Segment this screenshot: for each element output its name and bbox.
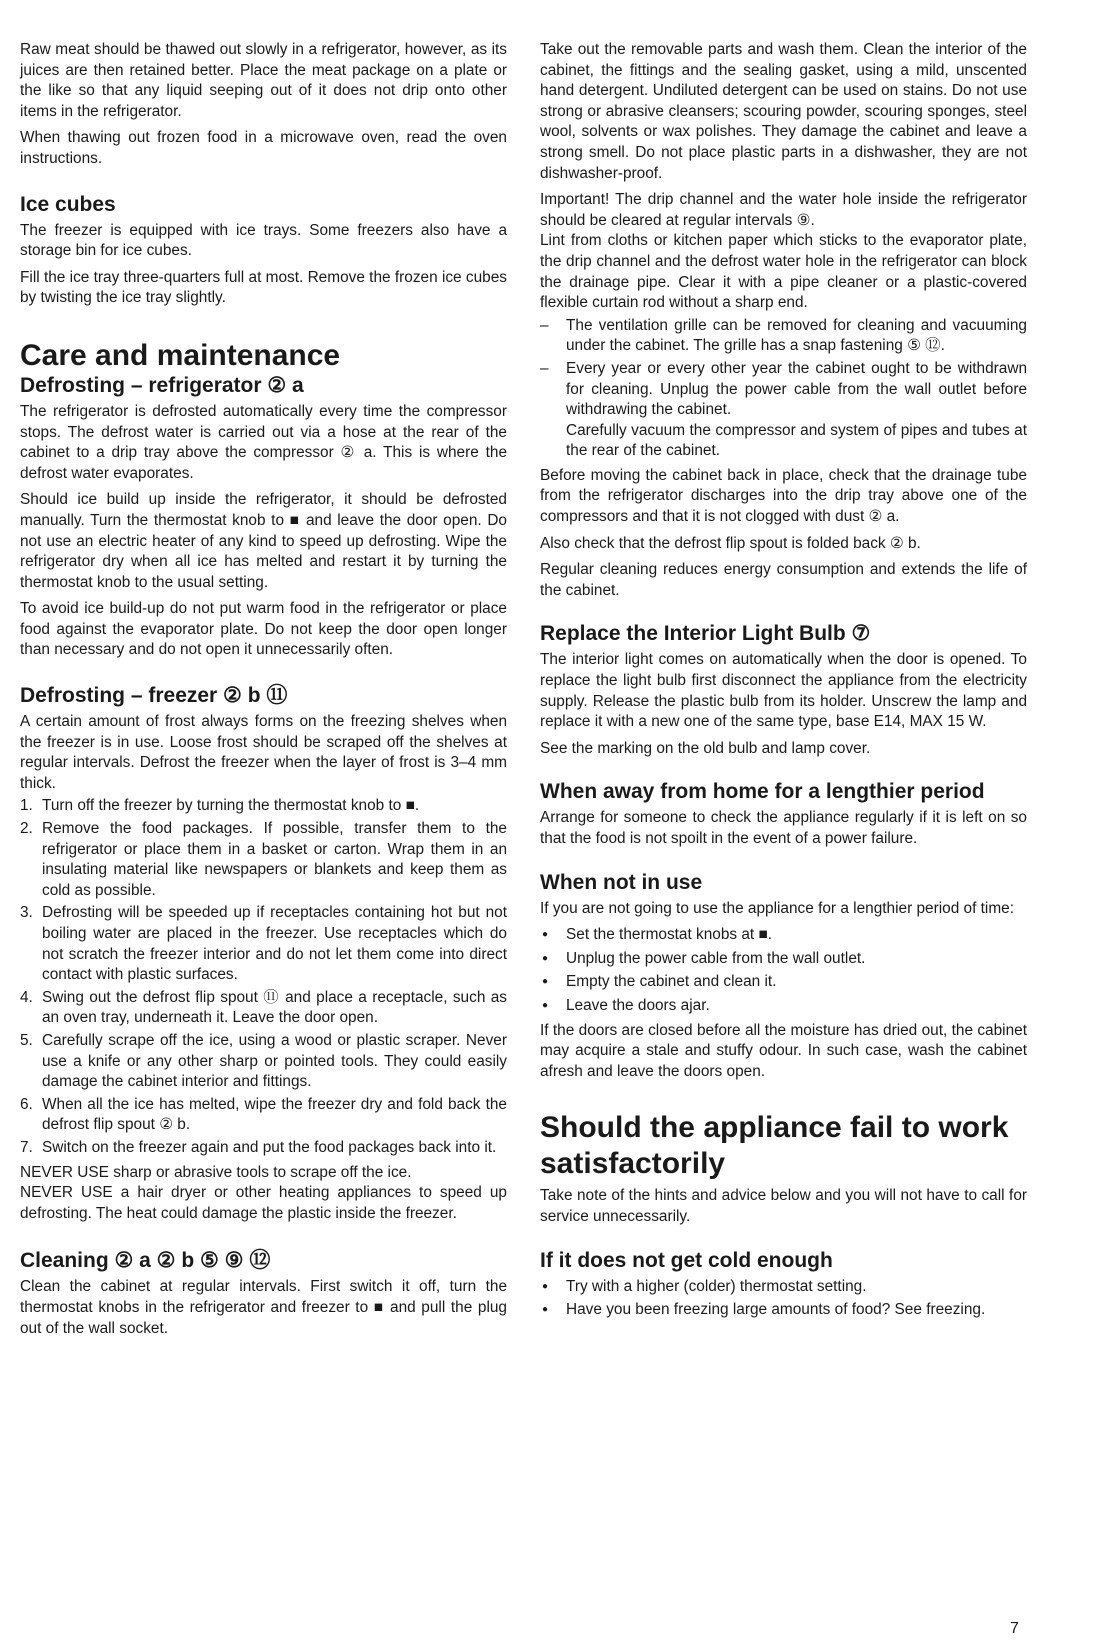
care-maintenance-heading: Care and maintenance [20, 338, 341, 372]
defrosting-freezer-heading: Defrosting – freezer ② b ⑪ [20, 684, 288, 708]
regular-cleaning-paragraph: Regular cleaning reduces energy consumption and extends the life of the cabinet. [540, 561, 1027, 599]
never-use-line-2: NEVER USE a hair dryer or other heating appliances to speed up defrosting. The heat could damage the plastic inside the freezer. [20, 1184, 507, 1222]
cleaning-heading: Cleaning ② a ② b ⑤ ⑨ ⑫ [20, 1249, 271, 1273]
away-paragraph: Arrange for someone to check the appliance regularly if it is left on so that the food is not spoilt in the event of a power failure. [540, 809, 1027, 847]
list-item: 3. Defrosting will be speeded up if receptacles containing hot but not boiling water are placed in the freezer. Use receptacles which do not scratch the freezer interior and do not let them come into direct contact with plastic surfaces. [20, 904, 507, 984]
defrosting-refrigerator-heading: Defrosting – refrigerator ② a [20, 373, 304, 397]
list-item: ● Set the thermostat knobs at ■. [540, 925, 1027, 946]
list-item: 1. Turn off the freezer by turning the thermostat knob to ■. [20, 797, 420, 815]
important-paragraph: Important! The drip channel and the water hole inside the refrigerator should be cleared at regular intervals ⑨. [540, 191, 1027, 229]
list-item: 7. Switch on the freezer again and put the food packages back into it. [20, 1138, 497, 1156]
drainage-paragraph: Before moving the cabinet back in place, check that the drainage tube from the refrigerator discharges into the drip tray above one of the compressors and that it is not clogged with dust ② a. [540, 466, 1027, 526]
defrost-steps-list [20, 796, 507, 1158]
page-number: 7 [1010, 1620, 1019, 1637]
list-item: ● Unplug the power cable from the wall outlet. [540, 949, 1027, 970]
cleaning-paragraph-1: Clean the cabinet at regular intervals. First switch it off, turn the thermostat knobs in the refrigerator and freezer to ■ and pull the plug out of the wall socket. [20, 1278, 507, 1337]
ice-paragraph-2: Fill the ice tray three-quarters full at most. Remove the frozen ice cubes by twisting the ice tray slightly. [20, 268, 507, 307]
list-item: 2. Remove the food packages. If possible, transfer them to the refrigerator or place them in a basket or carton. Wrap them in an insulating material like newspapers or blankets and keep them as cold as possible. [20, 820, 507, 899]
list-item: 6. When all the ice has melted, wipe the freezer dry and fold back the defrost flip spout ② b. [20, 1095, 507, 1134]
cleaning-paragraph-2: Take out the removable parts and wash them. Clean the interior of the cabinet, the fittings and the sealing gasket, using a mild, unscented hand detergent. Undiluted detergent can be used on stains. Do not use strong or abrasive cleansers; scouring powder, scouring sponges, steel wool, solvents or wax polishes. They damage the cabinet and leave a strong smell. Do not place plastic parts in a dishwasher, they are not dishwasher-proof. [540, 41, 1027, 182]
list-item: 4. Swing out the defrost flip spout ⑪ and place a receptacle, such as an oven tray, underneath it. Leave the door open. [20, 988, 507, 1027]
not-in-use-paragraph-2: If the doors are closed before all the moisture has dried out, the cabinet may acquire a stale and stuffy odour. In such case, wash the cabinet afresh and leave the doors open. [540, 1021, 1027, 1080]
defrost-ref-paragraph-1: The refrigerator is defrosted automatically every time the compressor stops. The defrost water is carried out via a hose at the rear of the cabinet to a drip tray above the compressor ② a. This is where the defrost water evaporates. [20, 402, 507, 482]
not-in-use-paragraph-1: If you are not going to use the appliance for a lengthier period of time: [540, 899, 1014, 917]
fail-heading: Should the appliance fail to work satisfactorily [540, 1111, 1009, 1181]
defrost-ref-paragraph-2: Should ice build up inside the refrigerator, it should be defrosted manually. Turn the thermostat knob to ■ and leave the door open. Do not use an electric heater of any kind to speed up defrosting. Wipe the refrigerator dry when all ice has melted and restart it by turning the thermostat knob to the usual setting. [20, 491, 507, 591]
right-column [540, 40, 1027, 1325]
flip-spout-paragraph: Also check that the defrost flip spout is folded back ② b. [540, 534, 921, 552]
never-use-line-1: NEVER USE sharp or abrasive tools to scrape off the ice. [20, 1163, 412, 1181]
lint-paragraph: Lint from cloths or kitchen paper which sticks to the evaporator plate, the drip channel and the defrost water hole in the refrigerator can block the drainage pipe. Clear it with a pipe cleaner or a plastic-covered flexible curtain rod without a sharp end. [540, 232, 1027, 312]
raw-meat-paragraph: Raw meat should be thawed out slowly in a refrigerator, however, as its juices are then retained better. Place the meat package on a plate or the like so that any liquid seeping out of it does not drip onto other items in the refrigerator. [20, 41, 507, 120]
list-item: – Every year or every other year the cabinet ought to be withdrawn for cleaning. Unplug the power cable from the wall outlet before withdrawing the cabinet. Carefully vacuum the compressor and system of pipes and tubes at the rear of the cabinet. [540, 359, 1027, 462]
not-in-use-list [540, 925, 1027, 1016]
light-bulb-paragraph-1: The interior light comes on automatically when the door is opened. To replace the light bulb first disconnect the appliance from the electricity supply. Release the plastic bulb from its holder. Unscrew the lamp and replace it with a new one of the same type, base E14, MAX 15 W. [540, 651, 1027, 731]
defrost-frz-paragraph-1: A certain amount of frost always forms on the freezing shelves when the freezer is in use. Loose frost should be scraped off the shelves at regular intervals. Defrost the freezer when the layer of frost is 3–4 mm thick. [20, 713, 507, 792]
light-bulb-heading: Replace the Interior Light Bulb ⑦ [540, 622, 871, 646]
microwave-paragraph: When thawing out frozen food in a microwave oven, read the oven instructions. [20, 129, 507, 167]
list-item: ● Empty the cabinet and clean it. [540, 972, 1027, 993]
list-item: ● Have you been freezing large amounts of food? See freezing. [540, 1300, 1027, 1321]
not-cold-heading: If it does not get cold enough [540, 1248, 833, 1272]
list-item: ● Try with a higher (colder) thermostat setting. [540, 1277, 1027, 1298]
cleaning-dash-list [540, 316, 1027, 462]
ice-paragraph-1: The freezer is equipped with ice trays. Some freezers also have a storage bin for ice cubes. [20, 221, 507, 260]
not-in-use-heading: When not in use [540, 870, 703, 894]
list-item: 5. Carefully scrape off the ice, using a wood or plastic scraper. Never use a knife or any other sharp or pointed tools. They could easily damage the cabinet interior and fittings. [20, 1031, 507, 1091]
left-column [20, 40, 507, 1345]
list-item: – The ventilation grille can be removed for cleaning and vacuuming under the cabinet. The grille has a snap fastening ⑤ ⑫. [540, 316, 1027, 357]
list-item: ● Leave the doors ajar. [540, 996, 1027, 1017]
not-cold-list [540, 1277, 1027, 1321]
ice-cubes-heading: Ice cubes [20, 192, 116, 216]
light-bulb-paragraph-2: See the marking on the old bulb and lamp cover. [540, 739, 871, 757]
defrost-ref-paragraph-3: To avoid ice build-up do not put warm food in the refrigerator or place food against the evaporator plate. Do not keep the door open longer than necessary and do not open it unnecessarily often. [20, 600, 507, 659]
away-from-home-heading: When away from home for a lengthier period [540, 780, 985, 804]
fail-paragraph: Take note of the hints and advice below and you will not have to call for service unnecessarily. [540, 1187, 1027, 1225]
